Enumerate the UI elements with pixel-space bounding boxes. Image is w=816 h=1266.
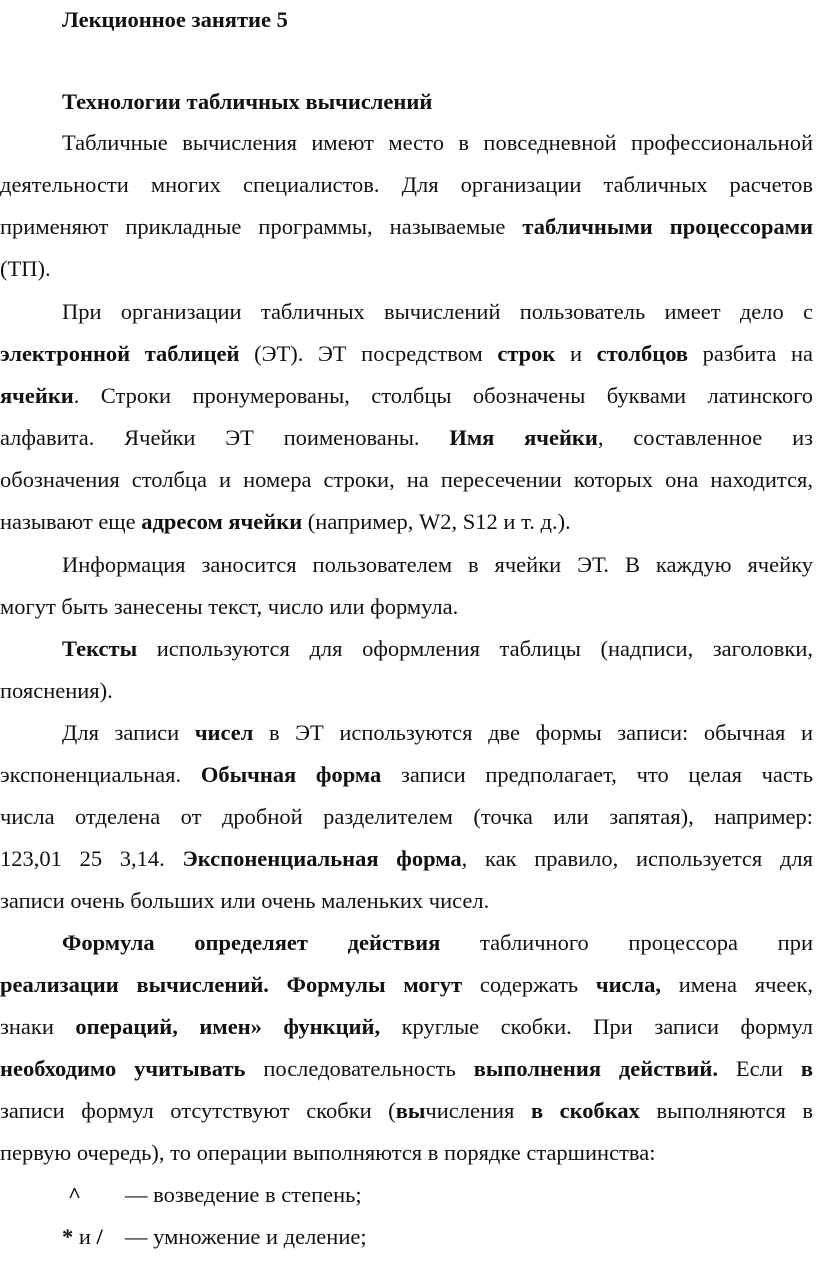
p4-l1b: используются для оформления таблицы (надписи, заголовки, (137, 636, 813, 661)
term-spreadsheet-processors: табличными процессорами (522, 214, 814, 239)
term-cells: ячейки (0, 383, 74, 408)
p2-l4c: , составленное из (597, 425, 813, 450)
p6-l5e: выполняются в (639, 1098, 813, 1123)
op1-desc: — умножение и деление; (125, 1224, 367, 1249)
p2-l2f: разбита на (688, 341, 813, 366)
p6-l2c: числа, (595, 972, 662, 997)
p5-line-2 (0, 761, 813, 789)
p6-line-6 (0, 1139, 816, 1167)
p1-l3a: применяют прикладные программы, называемые (0, 214, 523, 239)
p2-l3b: . Строки пронумерованы, столбцы обозначены буквами латинского (73, 383, 813, 408)
p5-line-4 (0, 845, 813, 873)
p5-l3: числа отделена от дробной разделителем (точка или запятая), например: (0, 804, 813, 829)
p5-line-5 (0, 887, 816, 915)
term-rows: строк (497, 341, 556, 366)
p2-l5: обозначения столбца и номера строки, на пересечении которых она находится, (0, 467, 813, 492)
p3-l2: могут быть занесены текст, число или формула. (0, 594, 459, 619)
term-spreadsheet: электронной таблицей (0, 341, 240, 366)
p6-l2d: имена ячеек, (661, 972, 813, 997)
lecture-title (0, 6, 816, 34)
p1-l1: Табличные вычисления имеют место в повседневной профессиональной (62, 130, 813, 155)
term-numbers: чисел (194, 720, 254, 745)
op1-symbol-mid: и (73, 1224, 97, 1249)
p1-line-1 (62, 129, 813, 157)
p2-line-1 (62, 298, 813, 326)
p5-line-3 (0, 803, 813, 831)
operator-muldiv-description (125, 1223, 367, 1251)
lecture-title-text: Лекционное занятие 5 (62, 7, 288, 32)
p6-l3c: круглые скобки. При записи формул (380, 1014, 813, 1039)
p6-line-4 (0, 1055, 813, 1083)
p6-line-2 (0, 971, 813, 999)
term-texts: Тексты (62, 636, 138, 661)
p3-line-2 (0, 593, 816, 621)
term-cell-address: адресом ячейки (141, 509, 303, 534)
operator-power-description (125, 1181, 362, 1209)
operator-power-symbol (68, 1181, 81, 1209)
p2-line-5 (0, 466, 813, 494)
p6-l3b: операций, имен» функций, (75, 1014, 381, 1039)
p4-line-1 (62, 635, 813, 663)
p1-line-3 (0, 213, 813, 241)
p5-l1c: в ЭТ используются две формы записи: обычная и (253, 720, 813, 745)
p6-l4b: последовательность (245, 1056, 474, 1081)
p4-line-2 (0, 677, 816, 705)
p1-line-4 (0, 255, 816, 283)
p6-l5d: в скобках (530, 1098, 640, 1123)
p6-l4a: необходимо учитывать (0, 1056, 246, 1081)
p5-l2a: экспоненциальная. (0, 762, 201, 787)
p3-line-1 (62, 551, 813, 579)
p5-l5: записи очень больших или очень маленьких чисел. (0, 888, 490, 913)
p6-l5c: числения (425, 1098, 531, 1123)
term-exponential-form: Экспоненциальная форма (182, 846, 462, 871)
p6-l2a: реализации вычислений. Формулы могут (0, 972, 463, 997)
p5-l1a: Для записи (62, 720, 195, 745)
p2-l6a: называют еще (0, 509, 142, 534)
p6-line-3 (0, 1013, 813, 1041)
p2-l1: При организации табличных вычислений пользователь имеет дело с (62, 299, 813, 324)
op0-desc: — возведение в степень; (125, 1182, 362, 1207)
op0-symbol: ^ (68, 1182, 82, 1207)
op1-symbol-a: * (62, 1224, 74, 1249)
p6-line-5 (0, 1097, 813, 1125)
p2-line-4 (0, 424, 813, 452)
p6-l5a: записи формул отсутствуют скобки ( (0, 1098, 396, 1123)
p1-l4: (ТП). (0, 256, 51, 281)
operator-muldiv-symbol (62, 1223, 103, 1251)
p2-line-6 (0, 508, 816, 536)
p6-l3a: знаки (0, 1014, 76, 1039)
p2-l2b: (ЭТ). ЭТ посредством (239, 341, 498, 366)
p5-l2c: записи предполагает, что целая часть (381, 762, 814, 787)
term-cell-name: Имя ячейки (449, 425, 598, 450)
term-ordinary-form: Обычная форма (200, 762, 382, 787)
p4-l2: пояснения). (0, 678, 113, 703)
p1-l2: деятельности многих специалистов. Для организации табличных расчетов (0, 172, 813, 197)
p6-l6: первую очередь), то операции выполняются в порядке старшинства: (0, 1140, 656, 1165)
op1-symbol-b: / (96, 1224, 103, 1249)
p6-l1b: табличного процессора при (440, 930, 814, 955)
p3-l1: Информация заносится пользователем в ячейки ЭТ. В каждую ячейку (62, 552, 813, 577)
p5-l4a: 123,01 25 3,14. (0, 846, 183, 871)
p5-l4c: , как правило, используется для (461, 846, 813, 871)
term-formula-defines: Формула определяет действия (62, 930, 441, 955)
p2-l4a: алфавита. Ячейки ЭТ поименованы. (0, 425, 450, 450)
topic-title-text: Технологии табличных вычислений (62, 89, 433, 114)
p6-l4d: Если (718, 1056, 801, 1081)
p6-l2b: содержать (462, 972, 596, 997)
topic-title (0, 88, 816, 116)
p1-line-2 (0, 171, 813, 199)
p2-line-3 (0, 382, 813, 410)
term-columns: столбцов (596, 341, 689, 366)
p6-line-1 (62, 929, 813, 957)
p2-l2d: и (555, 341, 597, 366)
p2-line-2 (0, 340, 813, 368)
p5-line-1 (62, 719, 813, 747)
p6-l4c: выполнения действий. (473, 1056, 718, 1081)
p6-l5b: вы (395, 1098, 426, 1123)
p6-l4e: в (800, 1056, 813, 1081)
p2-l6c: (например, W2, S12 и т. д.). (302, 509, 571, 534)
